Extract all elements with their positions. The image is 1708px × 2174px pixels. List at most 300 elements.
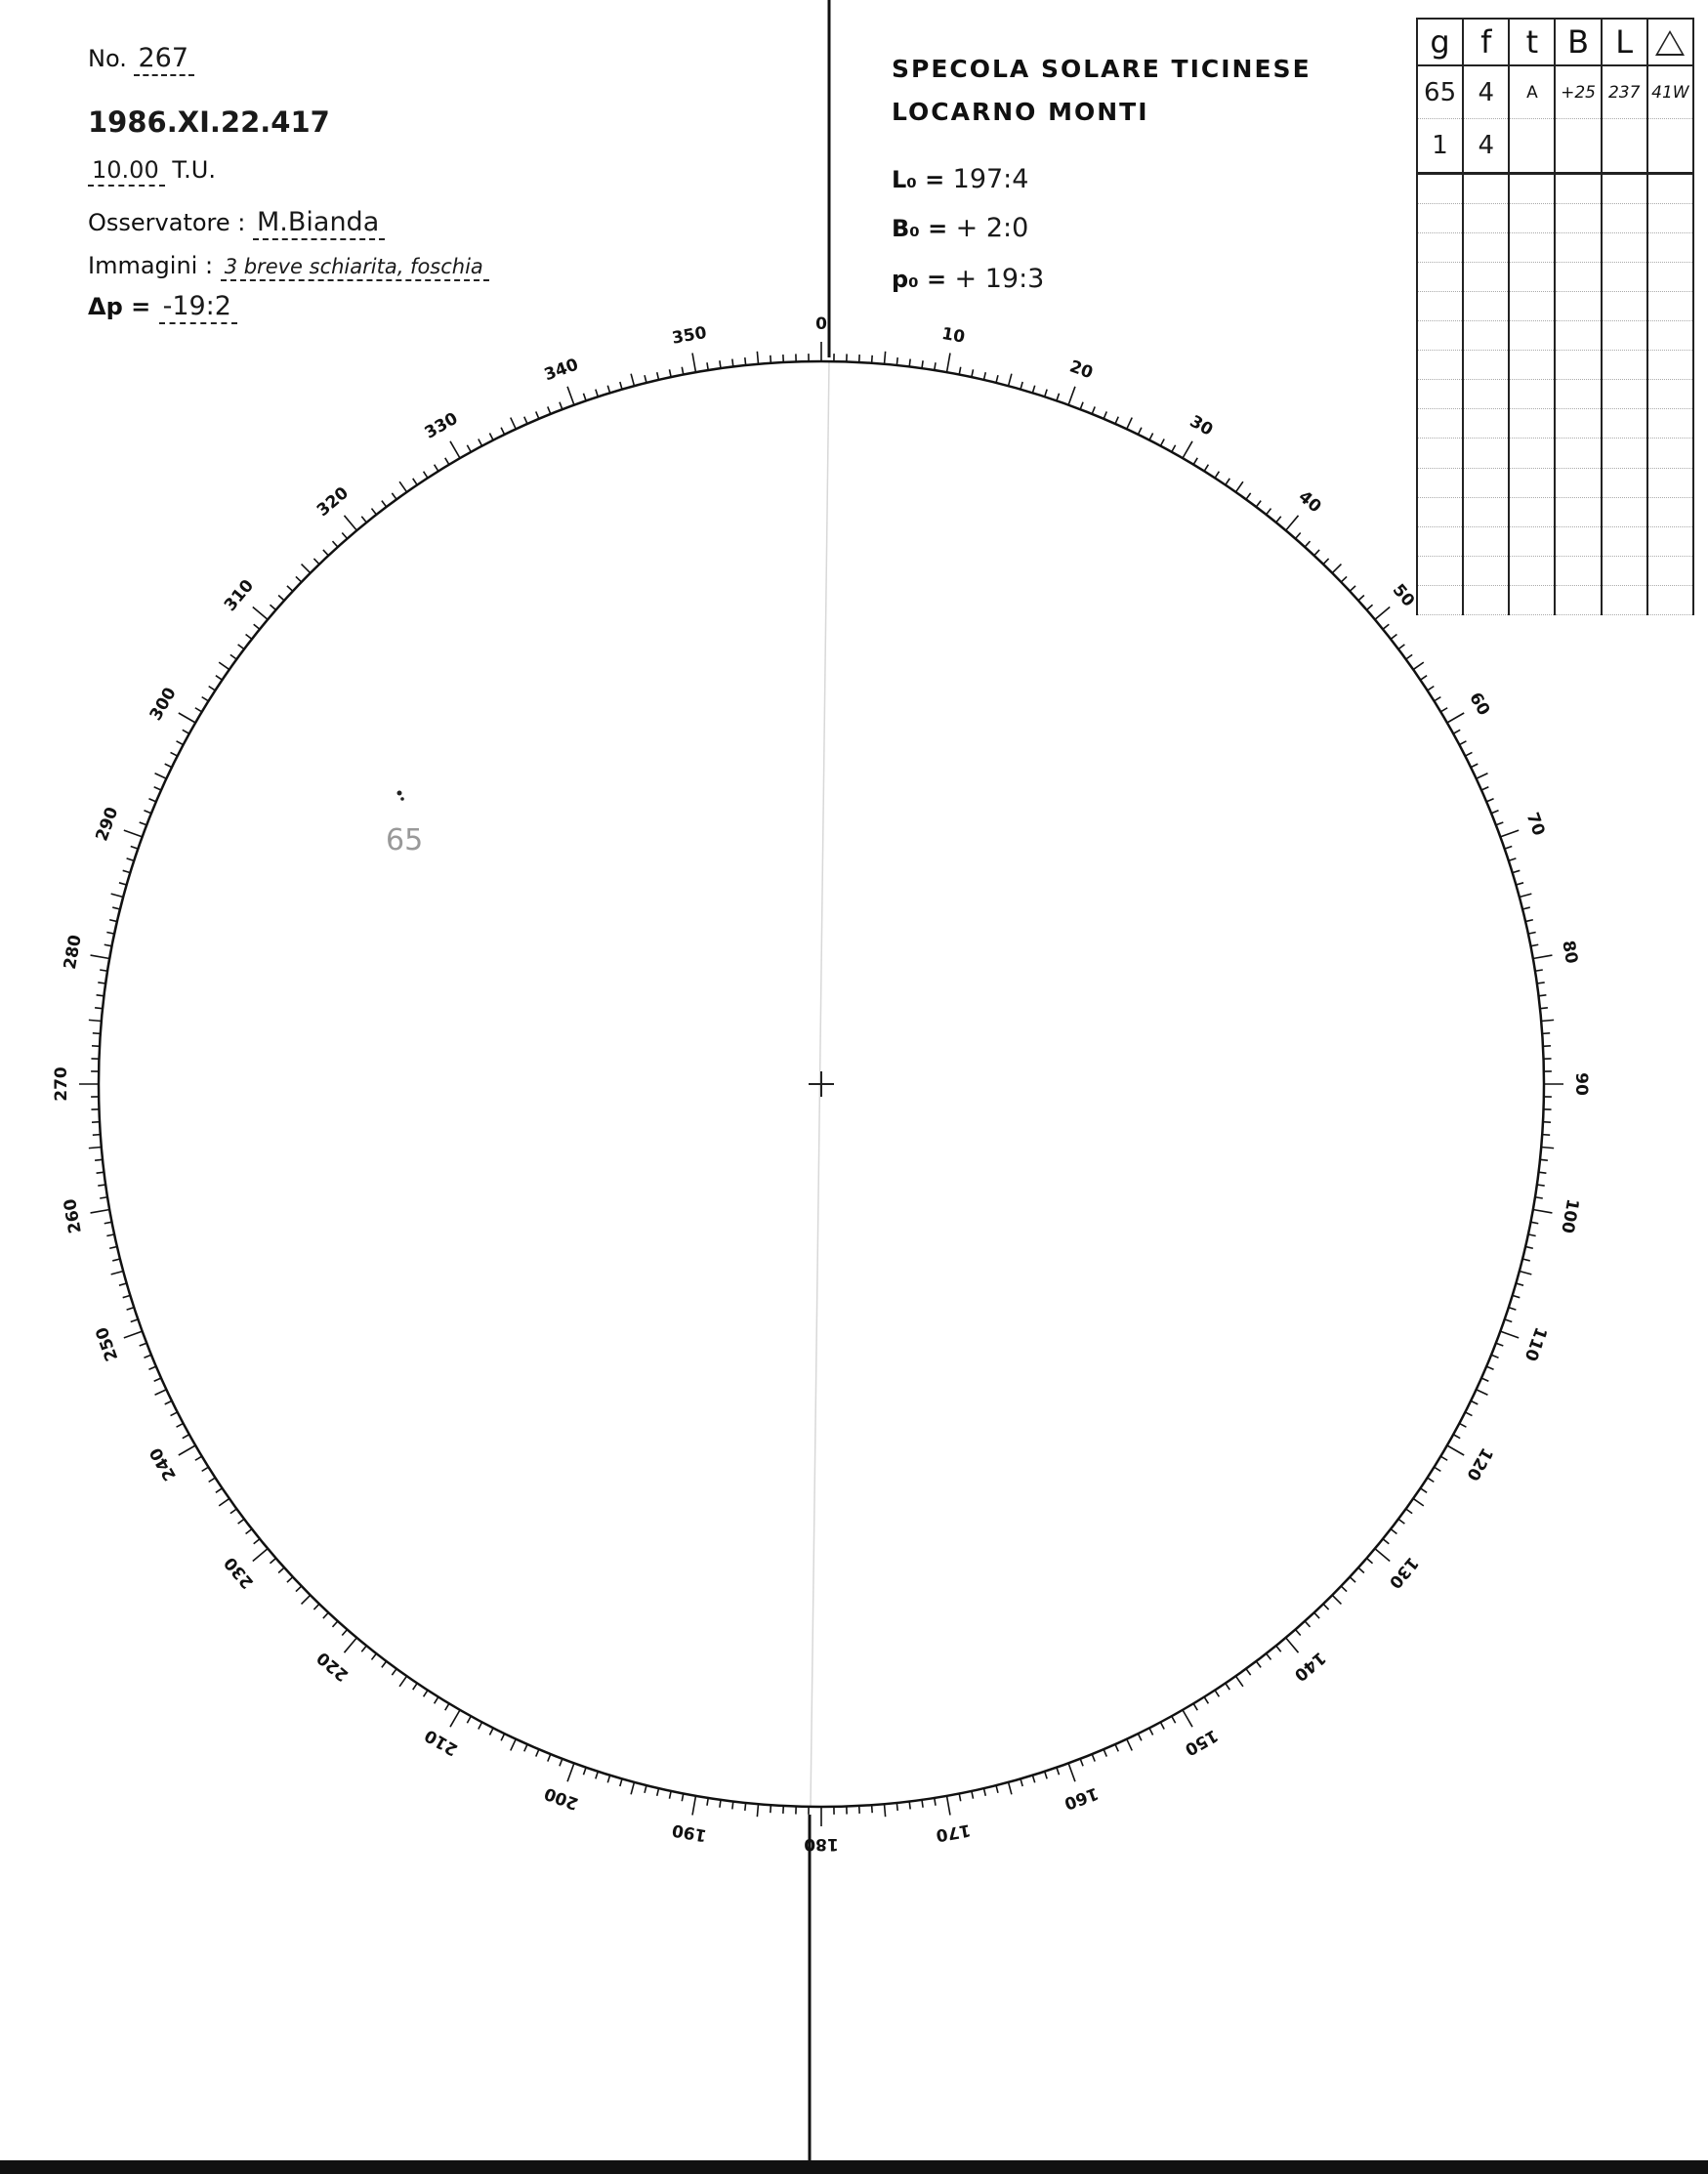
scale-label-60: 60 — [1465, 689, 1494, 720]
scale-tick — [1522, 1259, 1530, 1261]
cell-g-total: 1 — [1417, 119, 1463, 173]
scale-tick — [148, 799, 155, 802]
scale-tick — [1447, 1445, 1464, 1455]
scale-tick — [165, 764, 172, 768]
scale-tick — [657, 372, 659, 380]
scale-tick — [1500, 830, 1519, 837]
scale-tick — [596, 1772, 598, 1779]
scale-tick — [1127, 418, 1132, 430]
scale-tick — [344, 516, 356, 530]
col-header-L: L — [1602, 19, 1647, 65]
scale-tick — [501, 428, 505, 435]
scale-tick — [1453, 730, 1460, 733]
scale-label-180: 180 — [804, 1834, 839, 1854]
scale-label-330: 330 — [421, 408, 462, 443]
scale-tick — [657, 1788, 659, 1796]
cell-f: 4 — [1463, 65, 1509, 119]
scale-tick — [179, 1445, 195, 1455]
scale-tick — [631, 374, 634, 387]
scale-tick — [745, 1803, 746, 1811]
scale-tick — [1447, 713, 1464, 723]
scale-tick — [1215, 472, 1219, 479]
scale-label-250: 250 — [92, 1323, 123, 1364]
scale-tick — [1295, 532, 1300, 538]
scale-tick — [302, 564, 311, 573]
scale-tick — [1183, 1710, 1192, 1727]
scale-tick — [1172, 1716, 1176, 1723]
scale-tick — [332, 541, 337, 547]
scale-tick — [1256, 501, 1261, 507]
scale-tick — [1092, 406, 1095, 413]
scale-tick — [123, 870, 131, 872]
scale-tick — [342, 532, 347, 538]
scale-tick — [1542, 1135, 1550, 1136]
scale-tick — [1068, 387, 1075, 405]
scale-tick — [1267, 509, 1271, 515]
scale-tick — [287, 586, 293, 591]
scale-tick — [382, 501, 387, 507]
scale-label-50: 50 — [1388, 580, 1419, 611]
scale-tick — [1375, 1549, 1390, 1562]
scale-tick — [109, 920, 117, 922]
scale-tick — [195, 708, 202, 712]
scale-tick — [246, 1529, 252, 1534]
scale-tick — [1435, 1467, 1441, 1471]
scale-tick — [100, 970, 107, 971]
scale-label-120: 120 — [1462, 1443, 1497, 1484]
scale-tick — [669, 369, 671, 377]
scale-tick — [745, 357, 746, 365]
scale-tick — [1323, 1604, 1329, 1610]
scale-tick — [155, 773, 167, 778]
scale-tick — [254, 1539, 260, 1544]
scale-tick — [1505, 1319, 1513, 1322]
delta-p-value: -19:2 — [159, 291, 237, 324]
scale-tick — [1496, 1343, 1503, 1346]
scale-tick — [1530, 1222, 1538, 1224]
scale-tick — [1366, 605, 1372, 609]
scale-label-10: 10 — [939, 323, 967, 348]
scale-tick — [106, 1234, 114, 1236]
scale-tick — [1341, 576, 1347, 582]
scale-tick — [1516, 883, 1523, 885]
scale-tick — [1513, 870, 1521, 872]
scale-tick — [1535, 1197, 1543, 1198]
scale-label-310: 310 — [220, 575, 259, 615]
scale-tick — [1286, 1638, 1299, 1652]
scale-tick — [467, 445, 471, 452]
scale-label-190: 190 — [670, 1819, 709, 1846]
scale-tick — [1068, 1763, 1075, 1781]
scale-tick — [106, 932, 114, 934]
scale-tick — [560, 402, 562, 409]
scale-label-70: 70 — [1521, 810, 1549, 839]
scale-tick — [1080, 402, 1083, 409]
scale-tick — [230, 1509, 236, 1514]
scale-tick — [1332, 564, 1341, 573]
scale-tick — [1491, 1355, 1498, 1358]
scale-tick — [270, 605, 275, 609]
scale-tick — [183, 1435, 189, 1439]
col-header-B: B — [1555, 19, 1601, 65]
scale-tick — [1522, 907, 1530, 909]
scale-tick — [1045, 1772, 1047, 1779]
scale-tick — [1127, 1739, 1132, 1751]
scale-tick — [645, 1785, 646, 1793]
scale-tick — [435, 1697, 438, 1704]
scale-tick — [1540, 1008, 1548, 1009]
scale-tick — [757, 1804, 758, 1817]
scale-tick — [435, 465, 438, 472]
scan-edge-bar — [0, 2160, 1708, 2174]
scale-tick — [144, 1355, 150, 1358]
scale-tick — [1341, 1586, 1347, 1592]
scale-label-80: 80 — [1558, 939, 1582, 966]
scale-tick — [216, 676, 223, 680]
scale-tick — [100, 1197, 107, 1198]
scale-tick — [361, 1646, 366, 1651]
scale-tick — [1477, 1390, 1488, 1395]
scale-tick — [296, 576, 302, 582]
images-value: 3 breve schiarita, foschia — [221, 255, 489, 281]
scale-tick — [983, 372, 985, 380]
scale-tick — [95, 1159, 103, 1160]
scale-tick — [707, 362, 708, 370]
scale-tick — [1541, 1020, 1554, 1021]
scale-tick — [1160, 1722, 1164, 1729]
scale-tick — [171, 752, 178, 756]
scale-tick — [154, 1378, 161, 1381]
scale-tick — [89, 1147, 102, 1148]
scale-tick — [524, 1744, 527, 1751]
scale-tick — [583, 394, 586, 401]
scale-tick — [1235, 1676, 1242, 1687]
scale-tick — [946, 354, 949, 373]
scale-label-340: 340 — [541, 355, 582, 386]
scale-tick — [219, 1498, 229, 1505]
scale-tick — [872, 1805, 873, 1813]
scale-tick — [501, 1734, 505, 1740]
scale-tick — [1420, 1488, 1427, 1492]
scale-tick — [1256, 1661, 1261, 1667]
scale-tick — [1021, 382, 1022, 390]
scale-tick — [1215, 1691, 1219, 1697]
col-header-f: f — [1463, 19, 1509, 65]
scale-tick — [1398, 1519, 1404, 1524]
scale-tick — [392, 493, 396, 499]
scale-tick — [972, 369, 974, 377]
scale-tick — [171, 1412, 178, 1416]
scale-tick — [1032, 386, 1034, 394]
scale-tick — [165, 1401, 172, 1404]
scale-tick — [732, 1801, 733, 1809]
scale-tick — [1481, 787, 1488, 790]
scale-tick — [996, 375, 998, 383]
scale-tick — [489, 1728, 493, 1735]
B0-value: + 2:0 — [955, 213, 1029, 243]
scale-tick — [1057, 394, 1060, 401]
scale-label-270: 270 — [52, 1066, 71, 1102]
cell-L: 237 — [1602, 65, 1647, 119]
scale-tick — [278, 1568, 284, 1572]
scale-tick — [692, 1796, 695, 1816]
scale-tick — [1505, 846, 1513, 849]
scale-label-240: 240 — [146, 1443, 181, 1484]
scale-tick — [1528, 1234, 1536, 1236]
cell-g: 65 — [1417, 65, 1463, 119]
scale-tick — [909, 1801, 910, 1809]
scale-tick — [1021, 1778, 1022, 1786]
scale-tick — [757, 352, 758, 364]
scale-tick — [1525, 1246, 1533, 1248]
scale-tick — [140, 1343, 146, 1346]
scale-label-150: 150 — [1181, 1725, 1222, 1760]
scale-tick — [524, 417, 527, 424]
scale-tick — [1226, 1683, 1229, 1690]
scale-tick — [1032, 1776, 1034, 1783]
scale-tick — [1332, 1595, 1341, 1604]
scale-tick — [1204, 1697, 1208, 1704]
scale-label-170: 170 — [934, 1819, 973, 1846]
scale-tick — [238, 1519, 244, 1524]
scale-tick — [1428, 687, 1435, 690]
scale-tick — [183, 730, 189, 733]
scale-tick — [1465, 752, 1472, 756]
scale-tick — [1358, 595, 1364, 600]
scale-tick — [127, 1308, 135, 1310]
scale-tick — [1413, 662, 1424, 669]
scale-tick — [124, 1331, 143, 1338]
scale-tick — [645, 375, 646, 383]
scale-tick — [123, 1295, 131, 1297]
scale-tick — [253, 606, 268, 619]
scale-tick — [155, 1390, 167, 1395]
number-value: 267 — [134, 43, 194, 76]
scale-tick — [1204, 465, 1208, 472]
scale-tick — [1350, 586, 1355, 591]
scale-tick — [511, 1739, 516, 1751]
scale-tick — [1391, 1529, 1396, 1534]
scale-tick — [1045, 390, 1047, 397]
scale-tick — [972, 1791, 974, 1799]
scale-tick — [548, 406, 551, 413]
scale-tick — [1453, 1435, 1460, 1439]
scale-label-140: 140 — [1290, 1647, 1330, 1686]
B0-label: B₀ = — [892, 215, 948, 242]
scale-tick — [1366, 1558, 1372, 1563]
scale-tick — [1537, 1185, 1545, 1186]
scale-tick — [1305, 541, 1310, 547]
scale-label-30: 30 — [1186, 411, 1217, 440]
scale-tick — [479, 439, 482, 446]
group-number-label: 65 — [386, 823, 424, 857]
scale-tick — [209, 1478, 216, 1482]
scale-tick — [1520, 1272, 1532, 1275]
scale-tick — [219, 662, 229, 669]
observer-label: Osservatore : — [88, 209, 246, 236]
scale-label-290: 290 — [92, 804, 123, 845]
scale-tick — [323, 1612, 328, 1618]
scale-tick — [1496, 822, 1503, 825]
scale-tick — [111, 894, 124, 897]
scale-tick — [692, 354, 695, 373]
scale-tick — [596, 390, 598, 397]
scale-tick — [254, 624, 260, 629]
scale-tick — [1375, 606, 1390, 619]
scale-tick — [112, 907, 120, 909]
scale-tick — [607, 1776, 609, 1783]
scale-tick — [1459, 1423, 1466, 1427]
scale-tick — [1276, 1646, 1281, 1651]
scale-tick — [179, 713, 195, 723]
cell-delta: 41W — [1647, 65, 1693, 119]
scale-tick — [996, 1785, 998, 1793]
scale-tick — [131, 1319, 139, 1322]
scale-tick — [567, 387, 574, 405]
scale-tick — [1516, 1283, 1523, 1285]
scale-tick — [896, 357, 897, 365]
scale-tick — [1149, 1728, 1153, 1735]
scale-tick — [399, 481, 406, 492]
scale-tick — [450, 1710, 460, 1727]
scale-tick — [1459, 741, 1466, 745]
scale-tick — [371, 509, 376, 515]
scale-tick — [607, 386, 609, 394]
scale-tick — [287, 1577, 293, 1582]
scale-tick — [1383, 1539, 1389, 1544]
scale-tick — [154, 787, 161, 790]
scale-tick — [1267, 1653, 1271, 1659]
scale-tick — [1138, 428, 1142, 435]
scale-tick — [536, 411, 539, 418]
scale-label-0: 0 — [815, 314, 827, 334]
scale-tick — [1542, 1033, 1550, 1034]
time-value: 10.00 — [88, 156, 165, 187]
L0-value: 197:4 — [952, 164, 1029, 194]
scale-tick — [720, 1800, 721, 1808]
scale-tick — [1413, 1498, 1424, 1505]
scale-tick — [89, 1020, 102, 1021]
scale-tick — [230, 654, 236, 659]
scale-tick — [332, 1621, 337, 1627]
scale-tick — [1533, 1209, 1553, 1212]
scale-tick — [1398, 645, 1404, 649]
col-header-g: g — [1417, 19, 1463, 65]
scale-tick — [1440, 708, 1447, 712]
cell-B: +25 — [1555, 65, 1601, 119]
scale-tick — [91, 1209, 110, 1212]
scale-tick — [1276, 517, 1281, 523]
scale-tick — [1440, 1456, 1447, 1460]
scale-tick — [1509, 1308, 1517, 1310]
scale-tick — [313, 1604, 319, 1610]
scale-tick — [536, 1749, 539, 1756]
scale-tick — [313, 559, 319, 564]
scale-tick — [1471, 1401, 1478, 1404]
scale-tick — [131, 846, 139, 849]
scale-tick — [424, 1691, 428, 1697]
scale-tick — [884, 1804, 885, 1817]
scale-tick — [946, 1796, 949, 1816]
scale-tick — [91, 955, 110, 958]
scale-tick — [467, 1716, 471, 1723]
scale-tick — [1172, 445, 1176, 452]
scale-tick — [202, 1467, 209, 1471]
cell-t: A — [1509, 65, 1555, 119]
scale-tick — [1406, 654, 1412, 659]
scale-tick — [127, 858, 135, 860]
scale-tick — [112, 1259, 120, 1261]
scale-tick — [1305, 1621, 1310, 1627]
scale-tick — [177, 741, 184, 745]
scale-tick — [413, 1683, 417, 1690]
scale-label-230: 230 — [220, 1553, 259, 1593]
scale-tick — [1092, 1754, 1095, 1761]
scale-tick — [1183, 441, 1192, 458]
scale-tick — [489, 434, 493, 440]
scale-label-260: 260 — [60, 1196, 86, 1235]
scale-tick — [111, 1272, 124, 1275]
scale-tick — [583, 1768, 586, 1776]
scale-tick — [1193, 458, 1197, 465]
observation-date: 1986.XI.22.417 — [88, 105, 330, 139]
scale-tick — [216, 1488, 223, 1492]
scale-tick — [93, 1135, 101, 1136]
scale-tick — [302, 1595, 311, 1604]
scale-label-20: 20 — [1066, 356, 1096, 384]
scale-tick — [148, 1366, 155, 1369]
scale-tick — [1193, 1703, 1197, 1710]
scale-tick — [1391, 634, 1396, 639]
scale-tick — [620, 1778, 622, 1786]
scale-tick — [1314, 1612, 1319, 1618]
scale-label-210: 210 — [421, 1725, 462, 1760]
scale-tick — [1104, 411, 1106, 418]
scale-tick — [278, 595, 284, 600]
scale-tick — [872, 355, 873, 363]
scale-tick — [1358, 1568, 1364, 1572]
scale-tick — [511, 418, 516, 430]
scale-tick — [399, 1676, 406, 1687]
scale-tick — [682, 1793, 684, 1801]
delta-p-label: Δp = — [88, 293, 151, 320]
scale-tick — [1509, 858, 1517, 860]
scale-tick — [1420, 676, 1427, 680]
scale-tick — [959, 367, 961, 375]
scale-tick — [884, 352, 885, 364]
scale-label-320: 320 — [312, 482, 353, 522]
scale-tick — [109, 1246, 117, 1248]
scale-label-100: 100 — [1557, 1196, 1583, 1235]
scale-tick — [1428, 1478, 1435, 1482]
scale-label-280: 280 — [60, 933, 86, 972]
scale-tick — [238, 645, 244, 649]
scale-tick — [935, 1798, 936, 1806]
scale-tick — [97, 995, 104, 996]
scale-tick — [707, 1798, 708, 1806]
scale-label-220: 220 — [312, 1647, 353, 1686]
scale-label-200: 200 — [541, 1782, 582, 1814]
scale-tick — [246, 634, 252, 639]
scale-tick — [1525, 920, 1533, 922]
scale-tick — [177, 1423, 184, 1427]
scale-label-130: 130 — [1384, 1553, 1423, 1593]
scale-tick — [620, 382, 622, 390]
scale-tick — [922, 360, 923, 368]
scale-tick — [1538, 995, 1546, 996]
scale-tick — [93, 1033, 101, 1034]
number-label: No. — [88, 45, 127, 72]
